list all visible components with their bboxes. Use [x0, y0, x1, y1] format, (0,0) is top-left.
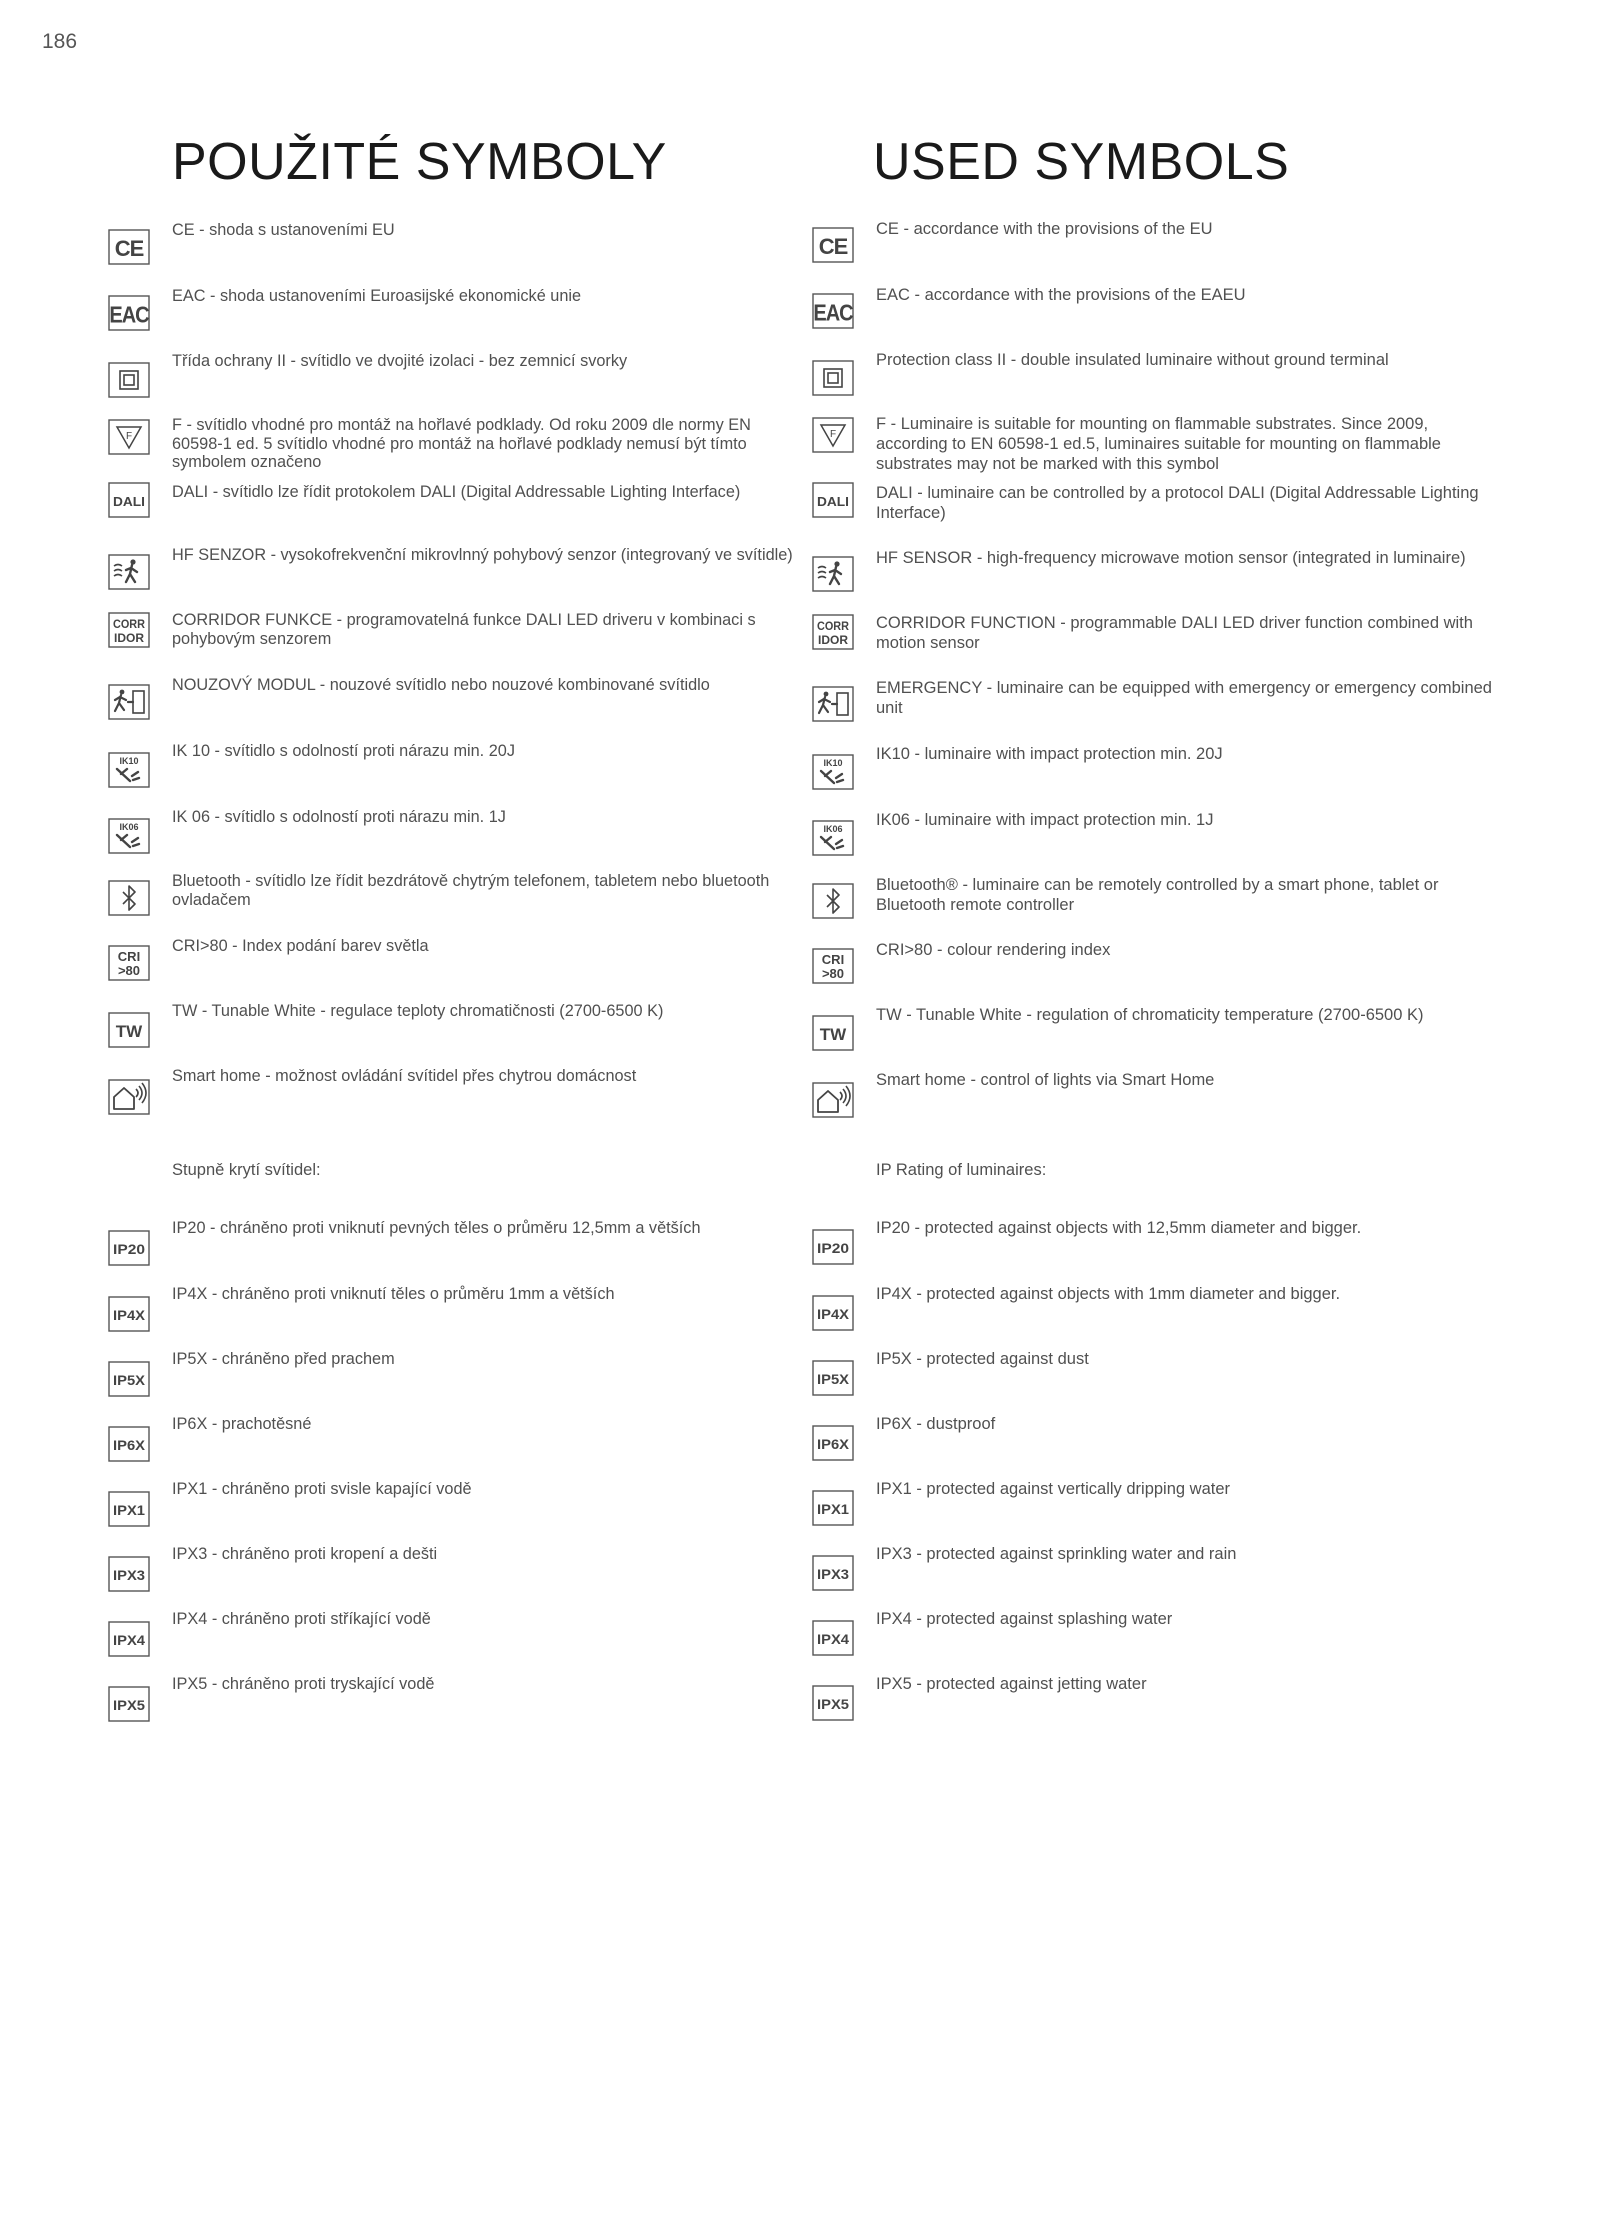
symbol-row — [108, 676, 798, 736]
svg-text:IPX3: IPX3 — [817, 1566, 850, 1582]
ip-rating-row — [812, 1414, 1502, 1474]
symbol-row — [108, 1067, 798, 1127]
ip-description: IP4X - chráněno proti vniknutí těles o průměru 1mm a větších — [172, 1285, 615, 1303]
symbol-description: Bluetooth - svítidlo lze řídit bezdrátově chytrým telefonem, tabletem nebo bluetooth ovladačem — [172, 872, 770, 909]
ip-code-icon — [812, 1425, 854, 1461]
dali-icon — [812, 482, 854, 518]
ip-description: IP20 - chráněno proti vniknutí pevných těles o průměru 12,5mm a větších — [172, 1219, 701, 1237]
symbol-description: Smart home - možnost ovládání svítidel přes chytrou domácnost — [172, 1067, 637, 1085]
symbol-description: EAC - accordance with the provisions of the EAEU — [876, 286, 1246, 304]
corridor-icon — [108, 612, 150, 648]
eac-mark-icon — [108, 295, 150, 331]
ip-heading-en: IP Rating of luminaires: — [876, 1161, 1047, 1179]
emergency-exit-icon — [812, 686, 854, 722]
symbol-description: IK10 - luminaire with impact protection min. 20J — [876, 745, 1223, 763]
ik10-icon — [108, 752, 150, 788]
cri-icon — [108, 945, 150, 981]
svg-text:F: F — [125, 431, 133, 442]
svg-text:IPX3: IPX3 — [113, 1567, 146, 1583]
ip-code-icon — [812, 1295, 854, 1331]
ip-rating-row — [812, 1479, 1502, 1539]
svg-text:F: F — [829, 429, 837, 440]
symbol-row — [108, 483, 798, 543]
ip-code-icon — [812, 1490, 854, 1526]
dali-icon — [108, 482, 150, 518]
ip-rating-row — [108, 1675, 798, 1735]
svg-text:IP6X: IP6X — [817, 1436, 850, 1452]
ip-rating-row — [108, 1350, 798, 1410]
ce-mark-icon — [812, 227, 854, 263]
svg-text:IDOR: IDOR — [114, 631, 145, 645]
page-title-cz: POUŽITÉ SYMBOLY — [172, 133, 667, 191]
symbol-description: DALI - luminaire can be controlled by a protocol DALI (Digital Addressable Lighting Interface) — [876, 484, 1479, 522]
symbol-description: Třída ochrany II - svítidlo ve dvojité izolaci - bez zemnicí svorky — [172, 352, 628, 370]
svg-text:IK10: IK10 — [823, 758, 843, 768]
ip-rating-row — [108, 1219, 798, 1279]
symbol-row — [108, 808, 798, 868]
symbol-row — [108, 416, 798, 476]
svg-text:IPX5: IPX5 — [817, 1696, 850, 1712]
page-number: 186 — [42, 30, 78, 53]
ip-rating-row — [812, 1349, 1502, 1409]
emergency-exit-icon — [108, 684, 150, 720]
hf-sensor-icon — [812, 556, 854, 592]
ip-description: IPX4 - chráněno proti stříkající vodě — [172, 1610, 431, 1628]
ik06-icon — [812, 820, 854, 856]
ip-description: IP4X - protected against objects with 1mm diameter and bigger. — [876, 1285, 1341, 1303]
ip-description: IP5X - chráněno před prachem — [172, 1350, 395, 1368]
smart-home-icon — [812, 1082, 854, 1118]
svg-text:EAC: EAC — [109, 301, 149, 328]
symbol-description: F - Luminaire is suitable for mounting on flammable substrates. Since 2009, according to EN 60598-1 ed.5, luminaires suitable for mounting on flammable substrates may not be marked with this symbol — [876, 415, 1441, 473]
symbol-row — [812, 744, 1502, 804]
symbol-description: IK06 - luminaire with impact protection min. 1J — [876, 811, 1214, 829]
ik06-icon — [108, 818, 150, 854]
svg-text:DALI: DALI — [113, 494, 145, 509]
svg-text:DALI: DALI — [817, 494, 849, 509]
symbol-description: HF SENZOR - vysokofrekvenční mikrovlnný pohybový senzor (integrovaný ve svítidle) — [172, 546, 793, 564]
tw-icon — [108, 1012, 150, 1048]
svg-text:IDOR: IDOR — [818, 633, 849, 647]
svg-text:IPX4: IPX4 — [817, 1631, 850, 1647]
ip-rating-row — [108, 1415, 798, 1475]
eac-mark-icon — [812, 293, 854, 329]
symbol-row — [812, 350, 1502, 410]
ip-description: IP20 - protected against objects with 12,5mm diameter and bigger. — [876, 1219, 1362, 1237]
flammable-surface-icon — [812, 417, 854, 453]
symbol-description: TW - Tunable White - regulace teploty chromatičnosti (2700-6500 K) — [172, 1002, 664, 1020]
symbol-description: CRI>80 - colour rendering index — [876, 941, 1111, 959]
symbol-row — [108, 937, 798, 997]
svg-text:CRI: CRI — [821, 952, 845, 967]
ip-description: IPX5 - protected against jetting water — [876, 1675, 1147, 1693]
symbol-description: EMERGENCY - luminaire can be equipped with emergency or emergency combined unit — [876, 679, 1492, 717]
svg-text:>80: >80 — [821, 966, 845, 981]
ip-description: IPX1 - chráněno proti svisle kapající vodě — [172, 1480, 472, 1498]
ip-description: IPX1 - protected against vertically dripping water — [876, 1480, 1231, 1498]
symbol-row — [812, 875, 1502, 935]
symbol-description: CE - accordance with the provisions of the EU — [876, 220, 1213, 238]
symbol-description: CRI>80 - Index podání barev světla — [172, 937, 429, 955]
symbol-description: IK 10 - svítidlo s odolností proti nárazu min. 20J — [172, 742, 515, 760]
symbol-row — [812, 940, 1502, 1000]
symbol-row — [108, 872, 798, 932]
ip-rating-row — [108, 1480, 798, 1540]
symbol-row — [812, 1005, 1502, 1065]
svg-text:IPX1: IPX1 — [113, 1502, 146, 1518]
symbol-description: CORRIDOR FUNKCE - programovatelná funkce DALI LED driveru v kombinaci s pohybovým senzorem — [172, 611, 756, 648]
symbol-row — [108, 1002, 798, 1062]
ip-description: IP6X - dustproof — [876, 1415, 996, 1433]
ip-description: IP6X - prachotěsné — [172, 1415, 312, 1433]
symbol-row — [108, 611, 798, 671]
symbol-row — [108, 221, 798, 281]
svg-text:IP20: IP20 — [817, 1240, 850, 1256]
bluetooth-icon — [108, 880, 150, 916]
ip-rating-row — [812, 1609, 1502, 1669]
svg-text:>80: >80 — [117, 963, 141, 978]
ip-code-icon — [108, 1230, 150, 1266]
svg-text:CE: CE — [818, 234, 848, 259]
symbol-row — [108, 287, 798, 347]
svg-text:IPX5: IPX5 — [113, 1697, 146, 1713]
svg-text:EAC: EAC — [813, 299, 853, 326]
svg-text:IP5X: IP5X — [113, 1372, 146, 1388]
svg-text:CORR: CORR — [817, 619, 850, 633]
ce-mark-icon — [108, 229, 150, 265]
symbol-description: IK 06 - svítidlo s odolností proti nárazu min. 1J — [172, 808, 506, 826]
ip-rating-row — [108, 1545, 798, 1605]
symbol-description: CORRIDOR FUNCTION - programmable DALI LED driver function combined with motion sensor — [876, 614, 1473, 652]
symbol-description: EAC - shoda ustanoveními Euroasijské ekonomické unie — [172, 287, 582, 305]
symbol-row — [108, 742, 798, 802]
bluetooth-icon — [812, 883, 854, 919]
ip-description: IPX4 - protected against splashing water — [876, 1610, 1173, 1628]
cri-icon — [812, 948, 854, 984]
symbol-description: DALI - svítidlo lze řídit protokolem DALI (Digital Addressable Lighting Interface) — [172, 483, 741, 501]
svg-text:TW: TW — [115, 1022, 143, 1041]
symbol-description: Smart home - control of lights via Smart Home — [876, 1071, 1215, 1089]
symbol-row — [812, 678, 1502, 738]
symbol-row — [108, 546, 798, 606]
svg-text:TW: TW — [819, 1025, 847, 1044]
symbol-row — [812, 483, 1502, 543]
ip-code-icon — [812, 1360, 854, 1396]
hf-sensor-icon — [108, 554, 150, 590]
ip-code-icon — [108, 1361, 150, 1397]
ip-rating-row — [812, 1544, 1502, 1604]
symbol-description: Protection class II - double insulated luminaire without ground terminal — [876, 351, 1389, 369]
ip-code-icon — [812, 1229, 854, 1265]
tw-icon — [812, 1015, 854, 1051]
svg-text:IP20: IP20 — [113, 1241, 146, 1257]
svg-text:IPX1: IPX1 — [817, 1501, 850, 1517]
protection-class-2-icon — [108, 362, 150, 398]
ip-code-icon — [108, 1621, 150, 1657]
ip-rating-row — [812, 1218, 1502, 1278]
ip-heading-cz: Stupně krytí svítidel: — [172, 1161, 321, 1179]
page-title-en: USED SYMBOLS — [873, 133, 1290, 191]
ip-code-icon — [108, 1686, 150, 1722]
ip-rating-row — [812, 1284, 1502, 1344]
symbol-row — [812, 548, 1502, 608]
symbol-row — [812, 613, 1502, 673]
ip-description: IPX3 - protected against sprinkling water and rain — [876, 1545, 1237, 1563]
svg-text:IP5X: IP5X — [817, 1371, 850, 1387]
symbol-row — [812, 1070, 1502, 1130]
svg-text:IP4X: IP4X — [113, 1307, 146, 1323]
symbol-description: HF SENSOR - high-frequency microwave motion sensor (integrated in luminaire) — [876, 549, 1466, 567]
symbol-description: NOUZOVÝ MODUL - nouzové svítidlo nebo nouzové kombinované svítidlo — [172, 676, 710, 694]
svg-text:IK06: IK06 — [823, 824, 843, 834]
ip-rating-row — [812, 1674, 1502, 1734]
symbol-row — [812, 219, 1502, 279]
ip-code-icon — [108, 1426, 150, 1462]
ip-description: IP5X - protected against dust — [876, 1350, 1089, 1368]
svg-text:IPX4: IPX4 — [113, 1632, 146, 1648]
svg-text:CE: CE — [114, 236, 144, 261]
ip-rating-row — [108, 1285, 798, 1345]
symbol-description: F - svítidlo vhodné pro montáž na hořlavé podklady. Od roku 2009 dle normy EN 60598-1 ed. 5 svítidlo vhodné pro montáž na hořlavé podklady nemusí být tímto symbolem označeno — [172, 416, 751, 471]
symbol-description: Bluetooth® - luminaire can be remotely controlled by a smart phone, tablet or Bluetooth remote controller — [876, 876, 1439, 914]
svg-text:CORR: CORR — [113, 617, 146, 631]
svg-text:IP6X: IP6X — [113, 1437, 146, 1453]
ip-code-icon — [108, 1491, 150, 1527]
ip-code-icon — [108, 1296, 150, 1332]
protection-class-2-icon — [812, 360, 854, 396]
svg-text:IP4X: IP4X — [817, 1306, 850, 1322]
ip-code-icon — [812, 1685, 854, 1721]
symbol-description: CE - shoda s ustanoveními EU — [172, 221, 395, 239]
symbol-row — [108, 352, 798, 412]
ip-code-icon — [812, 1555, 854, 1591]
symbol-row — [812, 810, 1502, 870]
ip-code-icon — [812, 1620, 854, 1656]
ip-description: IPX5 - chráněno proti tryskající vodě — [172, 1675, 435, 1693]
svg-text:CRI: CRI — [117, 949, 141, 964]
smart-home-icon — [108, 1079, 150, 1115]
svg-text:IK10: IK10 — [119, 756, 139, 766]
symbol-row — [812, 285, 1502, 345]
symbol-row — [812, 414, 1502, 474]
ip-code-icon — [108, 1556, 150, 1592]
svg-text:IK06: IK06 — [119, 822, 139, 832]
flammable-surface-icon — [108, 419, 150, 455]
symbol-description: TW - Tunable White - regulation of chromaticity temperature (2700-6500 K) — [876, 1006, 1424, 1024]
ip-description: IPX3 - chráněno proti kropení a dešti — [172, 1545, 438, 1563]
corridor-icon — [812, 614, 854, 650]
ik10-icon — [812, 754, 854, 790]
ip-rating-row — [108, 1610, 798, 1670]
